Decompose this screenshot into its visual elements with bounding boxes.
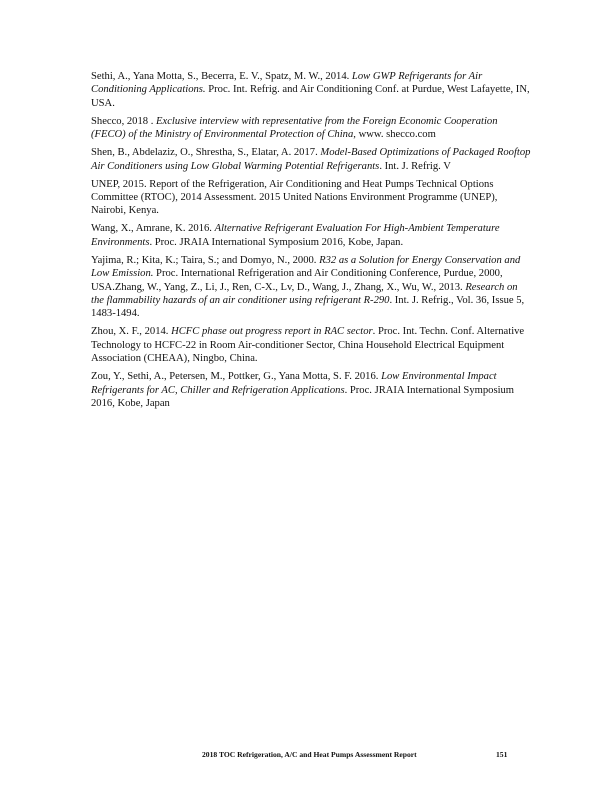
reference-text: Shecco, 2018 . bbox=[91, 115, 157, 127]
reference-entry bbox=[91, 254, 531, 321]
reference-title: Research on the flammability hazards of an air conditioner using refrigerant R-290 bbox=[91, 281, 518, 307]
reference-text: Zhou, X. F., 2014. bbox=[91, 326, 172, 338]
reference-text: UNEP, 2015. Report of the Refrigeration, Air Conditioning and Heat Pumps Technical Options Committee (RTOC), 2014 Assessment. 2015 United Nations Environment Programme (UNEP), Nairobi, Kenya. bbox=[91, 178, 498, 217]
reference-title: Low Environmental Impact Refrigerants for AC, Chiller and Refrigeration Applications bbox=[91, 371, 497, 396]
reference-text: . Int. J. Refrig., Vol. 36, Issue 5, 1483-1494. bbox=[91, 295, 525, 320]
reference-text: Wang, X., Amrane, K. 2016. bbox=[91, 223, 215, 235]
reference-title: Low GWP Refrigerants for Air Conditioning Applications. bbox=[91, 71, 483, 96]
reference-title: Exclusive interview with representative from the Foreign Economic Cooperation (FECO) of the Ministry of Environmental Protection of China bbox=[91, 115, 498, 141]
reference-text: . Int. J. Refrig. V bbox=[379, 160, 451, 172]
reference-text: Shen, B., Abdelaziz, O., Shrestha, S., Elatar, A. 2017. bbox=[91, 147, 321, 159]
reference-title: Model-Based Optimizations of Packaged Rooftop Air Conditioners using Low Global Warming Potential Refrigerants bbox=[91, 147, 531, 172]
reference-entry bbox=[91, 146, 531, 173]
reference-text: . Proc. JRAIA International Symposium 2016, Kobe, Japan. bbox=[149, 236, 404, 248]
reference-list bbox=[91, 70, 531, 415]
reference-title: R32 as a Solution for Energy Conservation and Low Emission. bbox=[91, 254, 521, 280]
reference-entry bbox=[91, 70, 531, 110]
reference-text: Sethi, A., Yana Motta, S., Becerra, E. V., Spatz, M. W., 2014. bbox=[91, 71, 352, 82]
reference-entry bbox=[91, 222, 531, 249]
reference-title: HCFC phase out progress report in RAC sector bbox=[171, 326, 373, 338]
reference-title: Alternative Refrigerant Evaluation For High-Ambient Temperature Environments bbox=[91, 223, 500, 248]
footer-report-title: 2018 TOC Refrigeration, A/C and Heat Pumps Assessment Report bbox=[202, 750, 417, 759]
reference-text: Proc. International Refrigeration and Air Conditioning Conference, Purdue, 2000, USA.Zhang, W., Yang, Z., Li, J., Ren, C-X., Lv, D., Wang, J., Zhang, X., Wu, W., 2013. bbox=[91, 268, 503, 293]
page-number: 151 bbox=[496, 750, 508, 759]
reference-text: Proc. Int. Refrig. and Air Conditioning Conf. at Purdue, West Lafayette, IN, USA. bbox=[91, 84, 530, 109]
reference-entry bbox=[91, 325, 531, 365]
reference-text: Yajima, R.; Kita, K.; Taira, S.; and Domyo, N., 2000. bbox=[91, 254, 320, 266]
reference-entry bbox=[91, 115, 531, 142]
reference-text: . Proc. JRAIA International Symposium 2016, Kobe, Japan bbox=[91, 384, 515, 410]
reference-text: Zou, Y., Sethi, A., Petersen, M., Pottker, G., Yana Motta, S. F. 2016. bbox=[91, 371, 382, 383]
reference-text: . Proc. Int. Techn. Conf. Alternative Technology to HCFC-22 in Room Air-conditioner Sector, China Household Electrical Equipment Association (CHEAA), Ningbo, China. bbox=[91, 326, 525, 365]
reference-entry bbox=[91, 178, 531, 218]
reference-text: , www. shecco.com bbox=[353, 129, 436, 141]
reference-entry bbox=[91, 370, 531, 410]
